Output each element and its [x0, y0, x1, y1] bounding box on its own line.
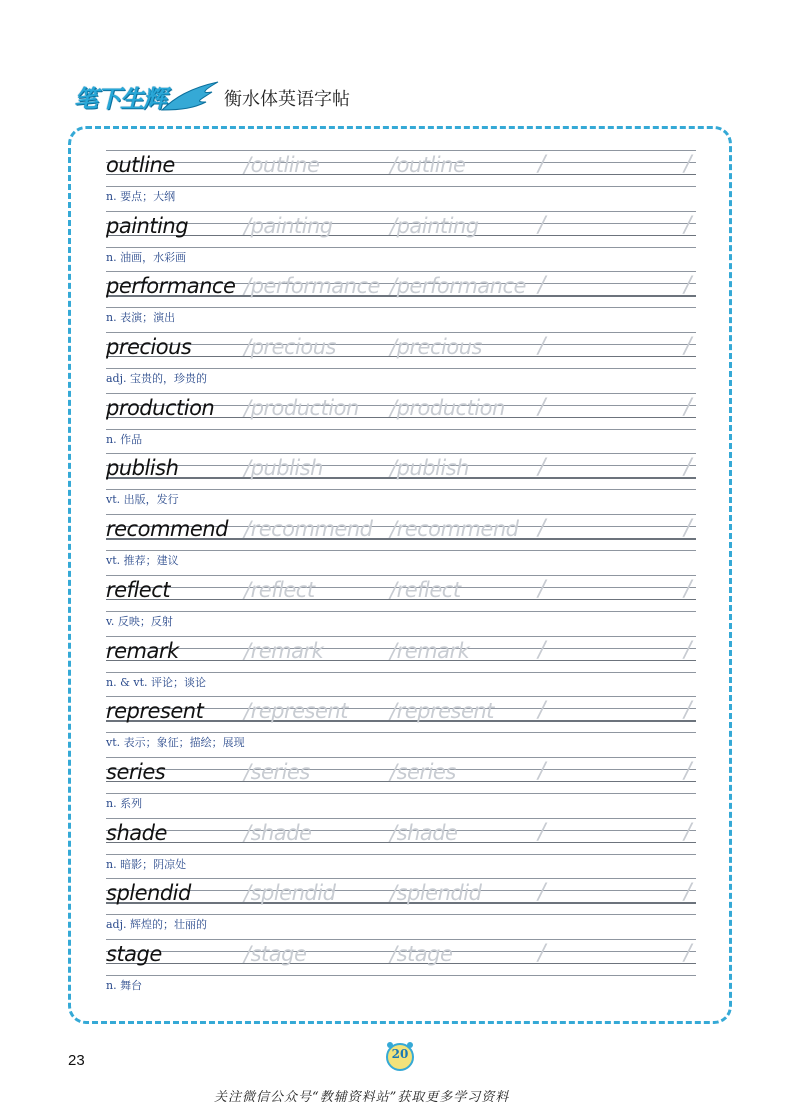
vocab-word: performance: [106, 274, 236, 299]
trace-word: /remark: [390, 638, 470, 663]
trace-word: /splendid: [244, 881, 336, 906]
trace-word: /painting: [390, 213, 479, 238]
practice-row: [106, 571, 696, 632]
word-meaning: adj. 宝贵的，珍贵的: [106, 372, 208, 386]
word-meaning: n. 作品: [106, 432, 143, 446]
vocab-word: painting: [106, 213, 189, 238]
divider-slash: /: [538, 455, 546, 481]
trace-word: /splendid: [390, 881, 482, 906]
trace-word: /shade: [244, 820, 312, 845]
practice-row: [106, 935, 696, 996]
trace-word: /painting: [244, 213, 333, 238]
trace-word: /outline: [244, 153, 320, 177]
badge-number: 20: [391, 1047, 409, 1061]
vocab-word: splendid: [106, 881, 191, 906]
divider-slash: /: [538, 758, 546, 784]
trace-word: /precious: [390, 335, 482, 360]
vocab-word: production: [106, 395, 215, 420]
guide-line: [106, 489, 696, 490]
trace-word: /production: [244, 395, 359, 420]
word-meaning: adj. 辉煌的；壮丽的: [106, 918, 208, 932]
trace-word: /publish: [390, 456, 469, 481]
practice-row: [106, 207, 696, 268]
guide-line: [106, 368, 696, 369]
divider-slash: /: [684, 698, 692, 724]
word-meaning: vt. 推荐；建议: [106, 554, 179, 568]
practice-row: [106, 632, 696, 693]
page-header: [74, 80, 474, 120]
practice-row: [106, 874, 696, 935]
divider-slash: /: [684, 516, 692, 542]
divider-slash: /: [684, 152, 692, 177]
divider-slash: /: [538, 637, 546, 663]
practice-row: [106, 328, 696, 389]
word-meaning: n. 舞台: [106, 978, 143, 992]
practice-row: [106, 753, 696, 814]
trace-word: /reflect: [390, 577, 461, 602]
guide-line: [106, 186, 696, 187]
guide-line: [106, 732, 696, 733]
guide-line: [106, 793, 696, 794]
trace-word: /recommend: [390, 517, 519, 542]
divider-slash: /: [684, 394, 692, 420]
vocab-word: outline: [106, 153, 175, 177]
divider-slash: /: [538, 212, 546, 238]
trace-word: /shade: [390, 820, 458, 845]
divider-slash: /: [684, 212, 692, 238]
guide-line: [106, 672, 696, 673]
trace-word: /reflect: [244, 577, 315, 602]
trace-word: /series: [244, 759, 310, 784]
practice-row: [106, 692, 696, 753]
vocab-word: publish: [106, 456, 179, 481]
word-meaning: n. 油画，水彩画: [106, 250, 187, 264]
vocab-word: remark: [106, 638, 179, 663]
trace-word: /stage: [244, 941, 307, 966]
practice-rows: [106, 146, 696, 996]
page-badge: [384, 1040, 416, 1072]
trace-word: /stage: [390, 941, 453, 966]
trace-word: /performance: [390, 274, 526, 299]
divider-slash: /: [538, 698, 546, 724]
divider-slash: /: [684, 940, 692, 966]
footer-note: 关注微信公众号“教辅资料站”获取更多学习资料: [214, 1090, 510, 1105]
word-meaning: n. 系列: [106, 796, 143, 810]
vocab-word: recommend: [106, 517, 228, 542]
divider-slash: /: [684, 880, 692, 906]
vocab-word: shade: [106, 820, 167, 845]
word-meaning: n. 暗影；阴凉处: [106, 857, 187, 871]
guide-line: [106, 914, 696, 915]
guide-line: [106, 611, 696, 612]
vocab-word: stage: [106, 941, 162, 966]
divider-slash: /: [538, 819, 546, 845]
divider-slash: /: [684, 273, 692, 299]
practice-row: [106, 146, 696, 207]
divider-slash: /: [538, 273, 546, 299]
divider-slash: /: [538, 394, 546, 420]
practice-row: [106, 449, 696, 510]
trace-word: /represent: [390, 699, 494, 724]
divider-slash: /: [538, 576, 546, 602]
guide-line: [106, 854, 696, 855]
brand-logo: 笔下生辉: [74, 85, 166, 113]
divider-slash: /: [684, 576, 692, 602]
page-number: 23: [68, 1052, 85, 1069]
word-meaning: n. 表演；演出: [106, 311, 176, 325]
practice-row: [106, 267, 696, 328]
divider-slash: /: [684, 637, 692, 663]
divider-slash: /: [684, 819, 692, 845]
vocab-word: represent: [106, 699, 204, 724]
word-meaning: vt. 表示；象征；描绘；展现: [106, 736, 245, 750]
practice-row: [106, 389, 696, 450]
guide-line: [106, 429, 696, 430]
divider-slash: /: [684, 334, 692, 360]
trace-word: /series: [390, 759, 456, 784]
guide-line: [106, 550, 696, 551]
trace-word: /precious: [244, 335, 336, 360]
divider-slash: /: [538, 880, 546, 906]
trace-word: /recommend: [244, 517, 373, 542]
trace-word: /publish: [244, 456, 323, 481]
divider-slash: /: [538, 940, 546, 966]
guide-line: [106, 307, 696, 308]
word-meaning: vt. 出版，发行: [106, 493, 179, 507]
word-meaning: v. 反映；反射: [106, 614, 173, 628]
divider-slash: /: [538, 334, 546, 360]
practice-row: [106, 510, 696, 571]
vocab-word: series: [106, 759, 166, 784]
trace-word: /production: [390, 395, 505, 420]
trace-word: /remark: [244, 638, 324, 663]
vocab-word: precious: [106, 335, 192, 360]
practice-row: [106, 814, 696, 875]
divider-slash: /: [538, 516, 546, 542]
trace-word: /represent: [244, 699, 348, 724]
word-meaning: n. 要点；大纲: [106, 190, 176, 203]
page-title: 衡水体英语字帖: [224, 89, 350, 110]
guide-line: [106, 247, 696, 248]
word-meaning: n. & vt. 评论；谈论: [106, 675, 206, 689]
guide-line: [106, 975, 696, 976]
vocab-word: reflect: [106, 577, 170, 602]
wing-icon: [160, 80, 220, 116]
divider-slash: /: [684, 758, 692, 784]
trace-word: /performance: [244, 274, 380, 299]
divider-slash: /: [538, 152, 546, 177]
divider-slash: /: [684, 455, 692, 481]
trace-word: /outline: [390, 153, 466, 177]
